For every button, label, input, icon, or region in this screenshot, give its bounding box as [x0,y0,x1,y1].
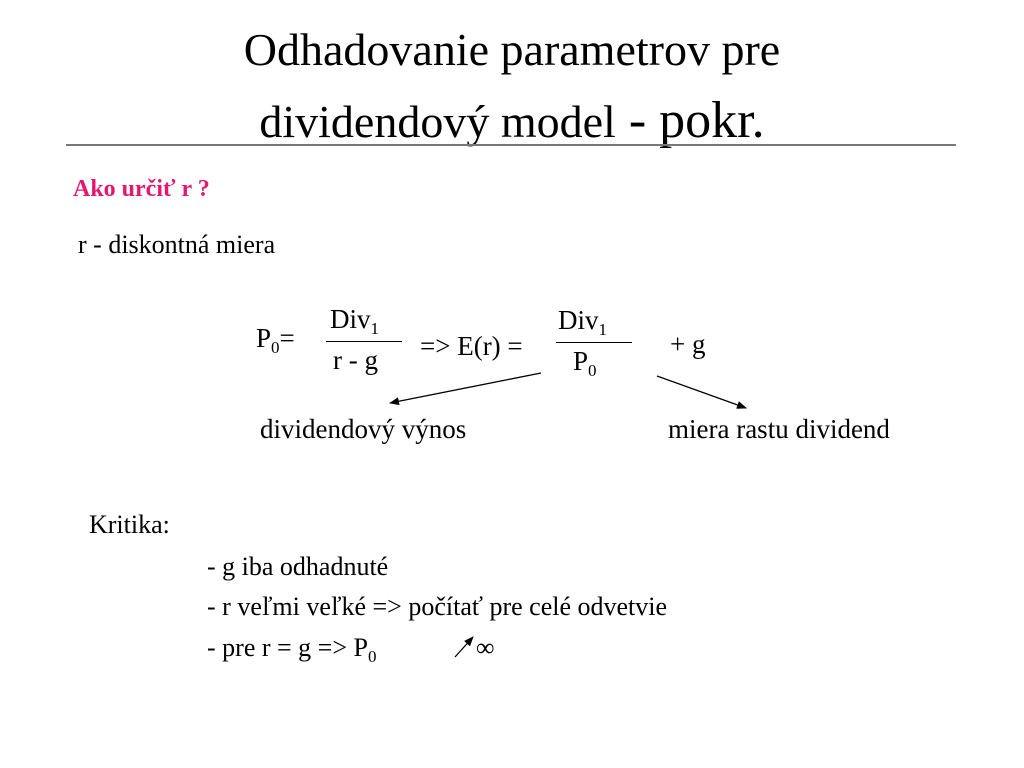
growth-term: + g [670,329,706,359]
arrow-to-dividend-yield [390,373,541,403]
criticism-item-3-subscript: 0 [367,647,377,666]
criticism-item-1: - g iba odhadnuté [207,552,389,581]
criticism-item-2: - r veľmi veľké => počítať pre celé odvetvie [207,592,668,621]
criticism-item-3 [207,633,377,666]
fraction1-numerator-text: Div [330,304,371,334]
fraction2-numerator-text: Div [558,305,599,335]
infinity-symbol: ∞ [476,633,495,662]
fraction1-numerator-subscript: 1 [370,319,379,338]
arrow-to-growth-rate [657,376,746,408]
fraction1-denominator: r - g [333,345,378,375]
p0-subscript: 0 [271,338,280,357]
slide-title-suffix: - pokr. [615,92,765,149]
p0-symbol: P [256,323,272,353]
p0-equals: = [279,323,295,353]
question-heading: Ako určiť r ? [73,176,210,202]
dividend-growth-label: miera rastu dividend [668,414,890,444]
fraction2-denominator-subscript: 0 [588,361,597,380]
fraction2-denominator-text: P [573,346,589,376]
criticism-heading: Kritika: [89,510,170,539]
slide-title-main: dividendový model [259,96,616,147]
r-definition: r - diskontná miera [78,230,276,259]
expected-return-label: => E(r) = [420,331,523,361]
dividend-yield-label: dividendový výnos [260,414,467,444]
fraction2-numerator-subscript: 1 [598,320,607,339]
criticism-item-3-text: - pre r = g => P [207,633,368,662]
arrow-to-infinity [455,637,473,657]
slide-title-line1: Odhadovanie parametrov pre [243,24,781,75]
